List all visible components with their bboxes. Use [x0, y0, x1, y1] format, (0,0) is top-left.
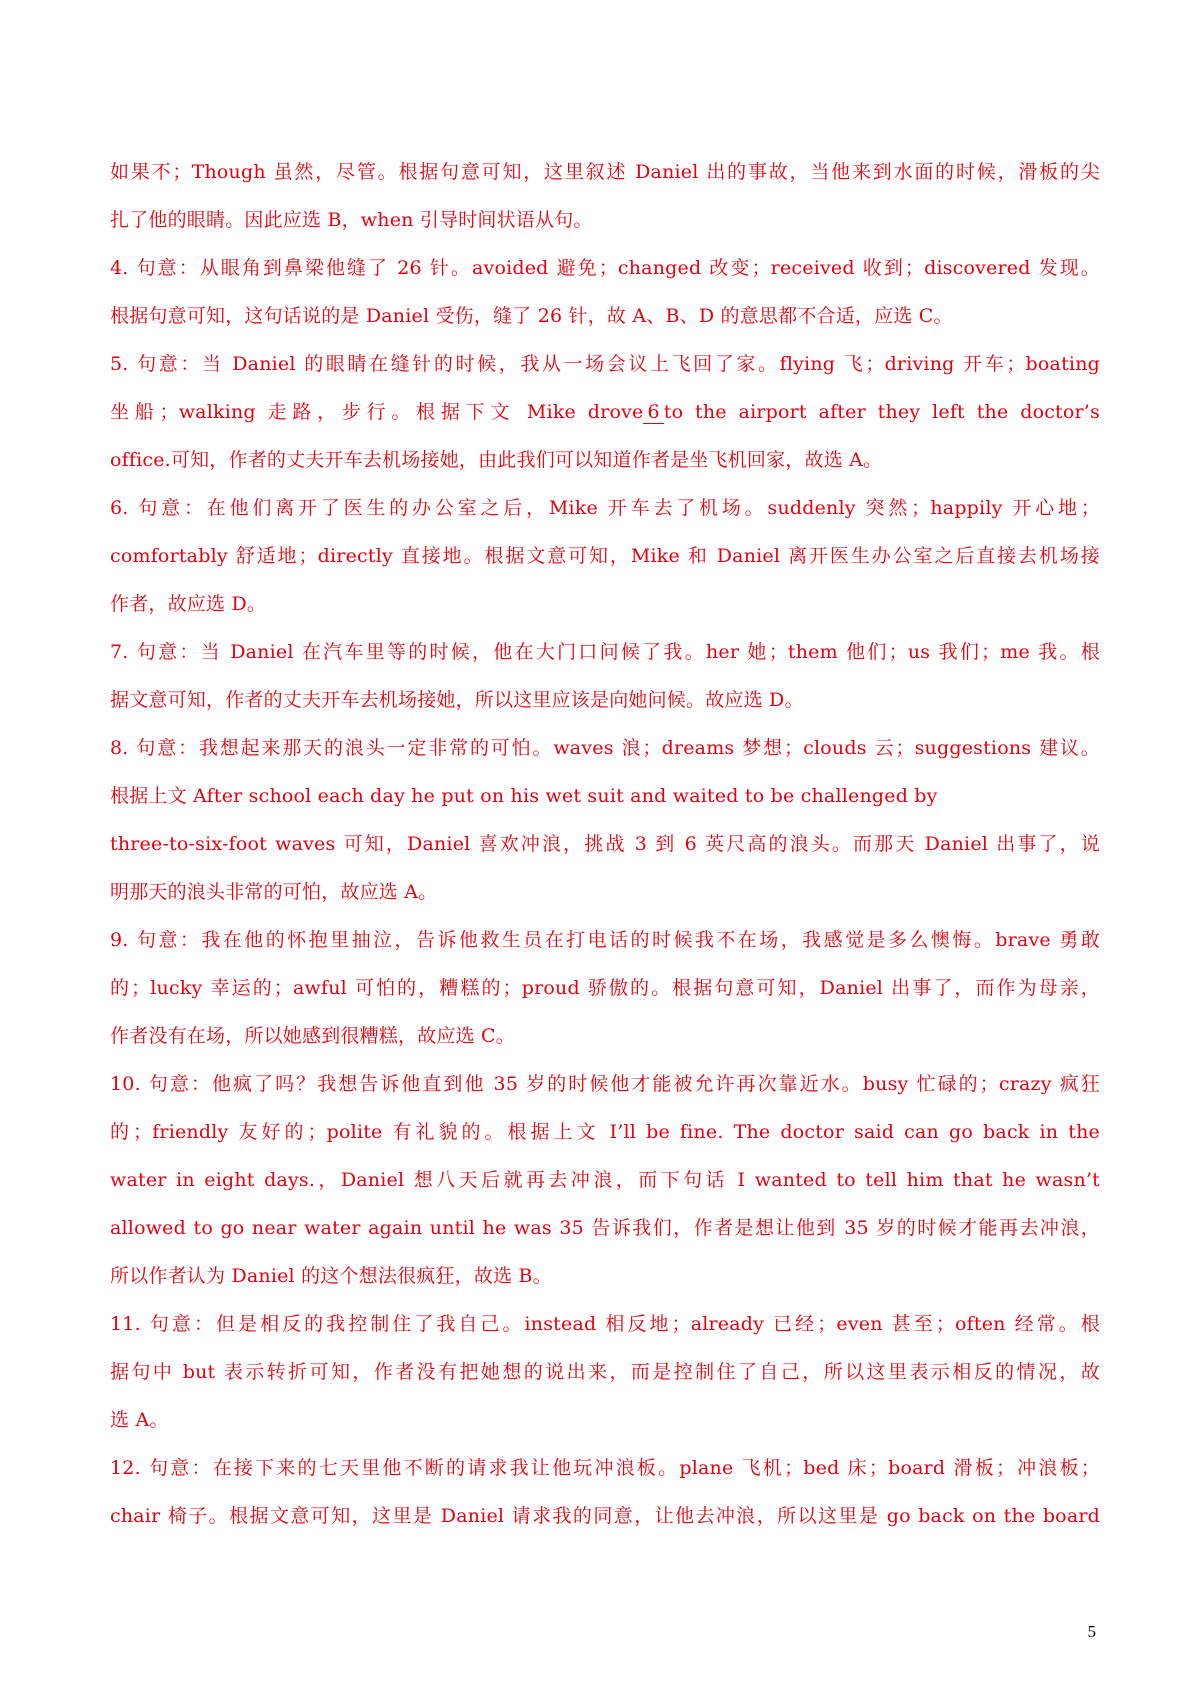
- text-line: 10. 句意：他疯了吗？我想告诉他直到他 35 岁的时候他才能被允许再次靠近水。busy 忙碌的；crazy 疯狂: [110, 1073, 1100, 1095]
- text-line: comfortably 舒适地；directly 直接地。根据文意可知，Mike 和 Daniel 离开医生办公室之后直接去机场接: [110, 545, 1100, 567]
- text-line: 作者，故应选 D。: [110, 593, 267, 615]
- fill-in-blank: 6: [643, 401, 663, 424]
- text-line: three-to-six-foot waves 可知，Daniel 喜欢冲浪，挑战 3 到 6 英尺高的浪头。而那天 Daniel 出事了，说: [110, 833, 1100, 855]
- text-line: 的；friendly 友好的；polite 有礼貌的。根据上文 I’ll be fine. The doctor said can go back in the: [110, 1121, 1100, 1143]
- blank-line-after: to the airport after they left the doctor’s: [663, 401, 1100, 423]
- text-line: 12. 句意：在接下来的七天里他不断的请求我让他玩冲浪板。plane 飞机；bed 床；board 滑板；冲浪板；: [110, 1457, 1100, 1479]
- text-line: 明那天的浪头非常的可怕，故应选 A。: [110, 881, 438, 903]
- text-line: 作者没有在场，所以她感到很糟糕，故应选 C。: [110, 1025, 515, 1047]
- text-line: 如果不；Though 虽然，尽管。根据句意可知，这里叙述 Daniel 出的事故，当他来到水面的时候，滑板的尖: [110, 161, 1100, 183]
- text-line: 的；lucky 幸运的；awful 可怕的，糟糕的；proud 骄傲的。根据句意可知，Daniel 出事了，而作为母亲，: [110, 977, 1100, 999]
- text-line: 据文意可知，作者的丈夫开车去机场接她，所以这里应该是向她问候。故应选 D。: [110, 689, 804, 711]
- text-line: 根据句意可知，这句话说的是 Daniel 受伤，缝了 26 针，故 A、B、D 的意思都不合适，应选 C。: [110, 305, 953, 327]
- text-line: 根据上文 After school each day he put on his wet suit and waited to be challenged by: [110, 785, 938, 807]
- text-line: 4. 句意：从眼角到鼻梁他缝了 26 针。avoided 避免；changed 改变；received 收到；discovered 发现。: [110, 257, 1100, 279]
- page-number: 5: [1087, 1622, 1096, 1641]
- blank-line-before: 坐船；walking 走路，步行。根据下文 Mike drove: [110, 401, 644, 423]
- text-line: chair 椅子。根据文意可知，这里是 Daniel 请求我的同意，让他去冲浪，所以这里是 go back on the board: [110, 1505, 1100, 1527]
- text-line: allowed to go near water again until he was 35 告诉我们，作者是想让他到 35 岁的时候才能再去冲浪，: [110, 1217, 1100, 1239]
- text-line: 扎了他的眼睛。因此应选 B，when 引导时间状语从句。: [110, 209, 593, 231]
- text-line: 11. 句意：但是相反的我控制住了我自己。instead 相反地；already 已经；even 甚至；often 经常。根: [110, 1313, 1100, 1335]
- text-line: water in eight days.，Daniel 想八天后就再去冲浪，而下句话 I wanted to tell him that he wasn’t: [110, 1169, 1100, 1191]
- text-line-with-blank: [110, 388, 1100, 436]
- text-line: 所以作者认为 Daniel 的这个想法很疯狂，故选 B。: [110, 1265, 552, 1287]
- text-line: office.可知，作者的丈夫开车去机场接她，由此我们可以知道作者是坐飞机回家，故选 A。: [110, 449, 883, 471]
- text-line: 6. 句意：在他们离开了医生的办公室之后，Mike 开车去了机场。suddenly 突然；happily 开心地；: [110, 497, 1100, 519]
- text-line: 选 A。: [110, 1409, 169, 1431]
- text-line: 据句中 but 表示转折可知，作者没有把她想的说出来，而是控制住了自己，所以这里表示相反的情况，故: [110, 1361, 1100, 1383]
- text-line: 9. 句意：我在他的怀抱里抽泣，告诉他救生员在打电话的时候我不在场，我感觉是多么懊悔。brave 勇敢: [110, 929, 1100, 951]
- answer-explanations: [110, 148, 1100, 1540]
- text-line: 7. 句意：当 Daniel 在汽车里等的时候，他在大门口问候了我。her 她；them 他们；us 我们；me 我。根: [110, 641, 1100, 663]
- text-line: 8. 句意：我想起来那天的浪头一定非常的可怕。waves 浪；dreams 梦想；clouds 云；suggestions 建议。: [110, 737, 1100, 759]
- text-line: 5. 句意：当 Daniel 的眼睛在缝针的时候，我从一场会议上飞回了家。flying 飞；driving 开车；boating: [110, 353, 1100, 375]
